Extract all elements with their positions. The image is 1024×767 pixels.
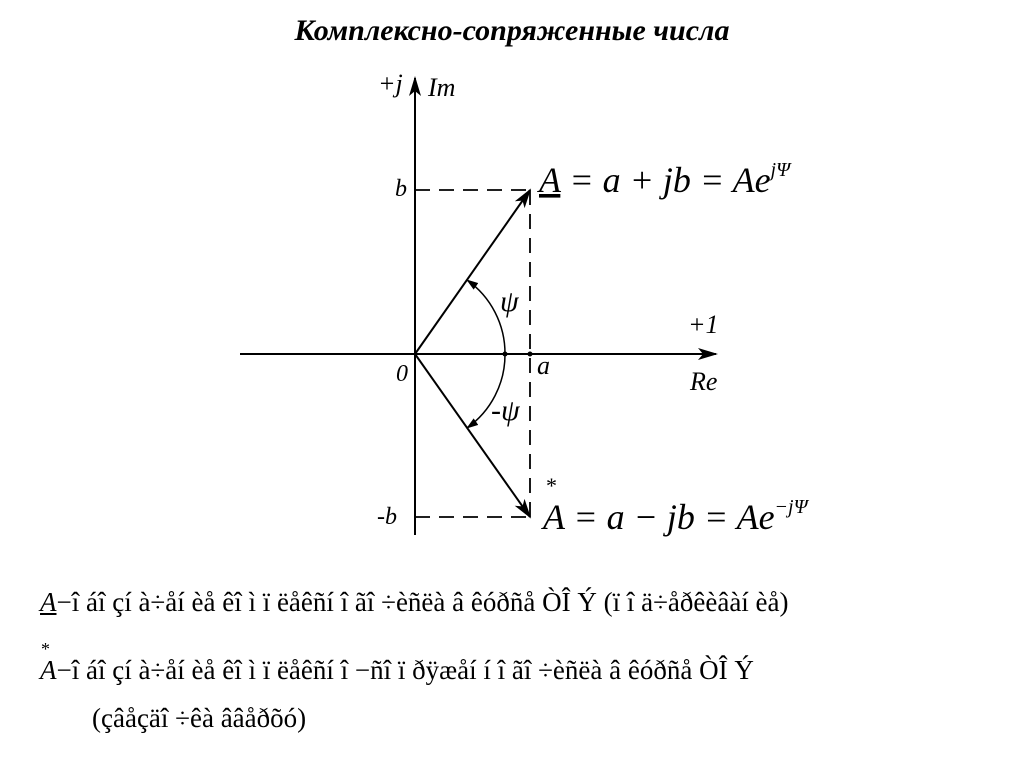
caption-text-1: −î áî çí à÷åí èå êî ì ï ëåêñí î ãî ÷èñëà â êóðñå ÒÎ Ý (ï î ä÷åðêèâàí èå) (56, 587, 789, 617)
formula-A-conj (541, 496, 810, 537)
formula-A-conj-symbol: A (543, 497, 565, 537)
vector-A (415, 190, 530, 354)
axis-imag-name: Im (428, 73, 456, 102)
caption-line-1 (40, 587, 789, 618)
caption-line-2 (40, 639, 754, 686)
caption-text-3: (çâåçäî ÷êà ââåðõó) (92, 703, 307, 733)
formula-A-rhs: = a + jb = Ae (560, 160, 771, 200)
angle-neg-psi-label: -ψ (491, 394, 520, 427)
tick-b-label: b (395, 176, 407, 202)
formula-A-conj-exp: −jΨ (774, 496, 808, 518)
origin-label: 0 (396, 361, 408, 387)
formula-A (537, 159, 792, 200)
angle-psi-label: ψ (500, 285, 519, 318)
tick-a-label: a (537, 351, 550, 380)
formula-A-exp: jΨ (770, 159, 791, 181)
axis-imag-label: +j (378, 69, 403, 98)
caption-symbol-A: A (40, 587, 57, 617)
formula-A-symbol: A (539, 160, 561, 200)
point-a (528, 352, 533, 357)
caption-line-3 (92, 703, 306, 734)
vector-A-conj (415, 354, 530, 517)
axis-real-label: +1 (688, 310, 719, 339)
caption-text-2: −î áî çí à÷åí èå êî ì ï ëåêñí î −ñî ï ðÿæåí í î ãî ÷èñëà â êóðñå ÒÎ Ý (56, 655, 754, 685)
page-title: Комплексно-сопряженные числа (294, 14, 730, 47)
caption-symbol-A-conj: * A (40, 639, 57, 685)
conj-star: * (546, 473, 557, 498)
tick-neg-b-label: -b (377, 504, 397, 530)
caption-conj-star: * (41, 639, 50, 659)
formula-A-conj-rhs: = a − jb = Ae (564, 497, 775, 537)
point-arc-start (503, 352, 508, 357)
axis-real-name: Re (690, 367, 718, 396)
